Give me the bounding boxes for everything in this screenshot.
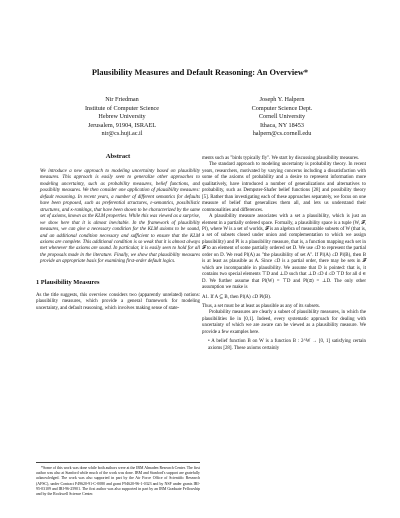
- body-paragraph: Thus, a set must be at least as plausible as any of its subsets.: [202, 303, 321, 309]
- author-name: Nir Friedman: [105, 96, 139, 103]
- axiom-a1: A1. If A ⊆ B, then Pl(A) ≤D Pl(B).: [202, 294, 272, 300]
- author-address: Jerusalem, 91904, ISRAEL: [87, 121, 157, 129]
- paper-title: Plausibility Measures and Default Reasoning: An Overview*: [91, 68, 309, 77]
- author-block-2: [212, 96, 352, 139]
- left-column: [36, 153, 200, 312]
- section-heading: 1 Plausibility Measures: [36, 278, 100, 286]
- body-paragraph: Probability measures are clearly a subset of plausibility measures, in which the plausibilities lie in [0,1]. Indeed, every systematic approach for dealing with uncertainty of which we are aware can be viewed as a plausibility measure. We provide a few examples here.: [202, 310, 366, 335]
- body-paragraph: A plausibility measure associates with a set a plausibility, which is just an element in a partially ordered space. Formally, a plausibility space is a tuple (W, 𝓕, Pl), where W is a set of worlds, 𝓕 is an algebra of measurable subsets of W (that is, a set of subsets closed under union and complementation to which we assign plausibility) and Pl is a plausibility measure, that is, a function mapping each set in 𝓕 to an element of some partially ordered set D. We use ≤D to represent the partial order on D. We read Pl(A) as "the plausibility of set A". If Pl(A) ≤D Pl(B), then B is at least as plausible as A. Since ≤D is a partial order, there may be sets in 𝓕 which are incomparable in plausibility. We assume that D is pointed: that is, it contains two special elements ⊤D and ⊥D such that ⊥D ≤D d ≤D ⊤D for all d ∈ D. We further assume that Pl(W) = ⊤D and Pl(∅) = ⊥D. The only other assumption we make is: [202, 214, 366, 291]
- bullet-item: • A belief function B on W is a function B : 2^W → [0, 1] satisfying certain axioms [28]. These axioms certainly: [208, 339, 366, 351]
- footnote: [36, 462, 200, 497]
- author-email[interactable]: nir@cs.huji.ac.il: [101, 130, 143, 138]
- author-affiliation: Hebrew University: [98, 113, 146, 121]
- right-column: [202, 156, 366, 352]
- body-paragraph: ments such as "birds typically fly". We start by discussing plausibility measures.: [202, 156, 360, 161]
- body-paragraph: The standard approach to modeling uncertainty is probability theory. In recent years, researchers, motivated by varying concerns including a dissatisfaction with some of the axioms of probability and a desire to represent information more qualitatively, have introduced a number of generalizations and alternatives to probability, such as Dempster-Shafer belief functions [28] and possibility theory [5]. Rather than investigating each of these approaches separately, we focus on one measure of belief that generalizes them all, and lets us understand their commonalities and differences.: [202, 162, 366, 213]
- footnote-text: *Some of this work was done while both authors were at the IBM Almaden Research Center. The first author was also at Stanford while much of the work was done. IBM and Stanford's support are gratefully acknowledged. The work was also supported in part by the Air Force Office of Scientific Research (AFSC), under Contract F49620-91-C-0080 and grant F94620-96-1-0323 and by NSF under grants IRI-95-03109 and IRI-96-25901. The first author was also supported in part by an IBM Graduate Fellowship and by the Rockwell Science Center.: [36, 466, 200, 497]
- author-email[interactable]: halpern@cs.cornell.edu: [252, 130, 312, 138]
- author-address: Ithaca, NY 18453: [260, 121, 304, 129]
- author-block-1: [52, 96, 192, 139]
- abstract-text: We introduce a new approach to modeling uncertainty based on plausibility measures. This approach is easily seen to generalize other approaches to modeling uncertainty, such as probability measures, belief functions, and possibility measures. We then consider one application of plausibility measures: default reasoning. In recent years, a number of different semantics for defaults have been proposed, such as preferential structures, ε-semantics, possibilistic structures, and κ-rankings, that have been shown to be characterized by the same set of axioms, known as the KLM properties. While this was viewed as a surprise, we show here that it is almost inevitable. In the framework of plausibility measures, we can give a necessary condition for the KLM axioms to be sound, and an additional condition necessary and sufficient to ensure that the KLM axioms are complete. This additional condition is so weak that it is almost always met whenever the axioms are sound. In particular, it is easily seen to hold for all the proposals made in the literature. Finally, we show that plausibility measures provide an appropriate basis for examining first-order default logics.: [40, 169, 200, 265]
- author-affiliation: Institute of Computer Science: [84, 104, 160, 112]
- body-paragraph: As the title suggests, this overview considers two (apparently unrelated) notions: plausibility measures, which provide a general framework for modeling uncertainty, and default reasoning, which involves making sense of state-: [36, 292, 200, 311]
- author-affiliation: Computer Science Dept.: [251, 104, 313, 112]
- author-name: Joseph Y. Halpern: [259, 96, 305, 103]
- author-affiliation: Cornell University: [258, 113, 306, 121]
- abstract-heading: Abstract: [105, 153, 131, 160]
